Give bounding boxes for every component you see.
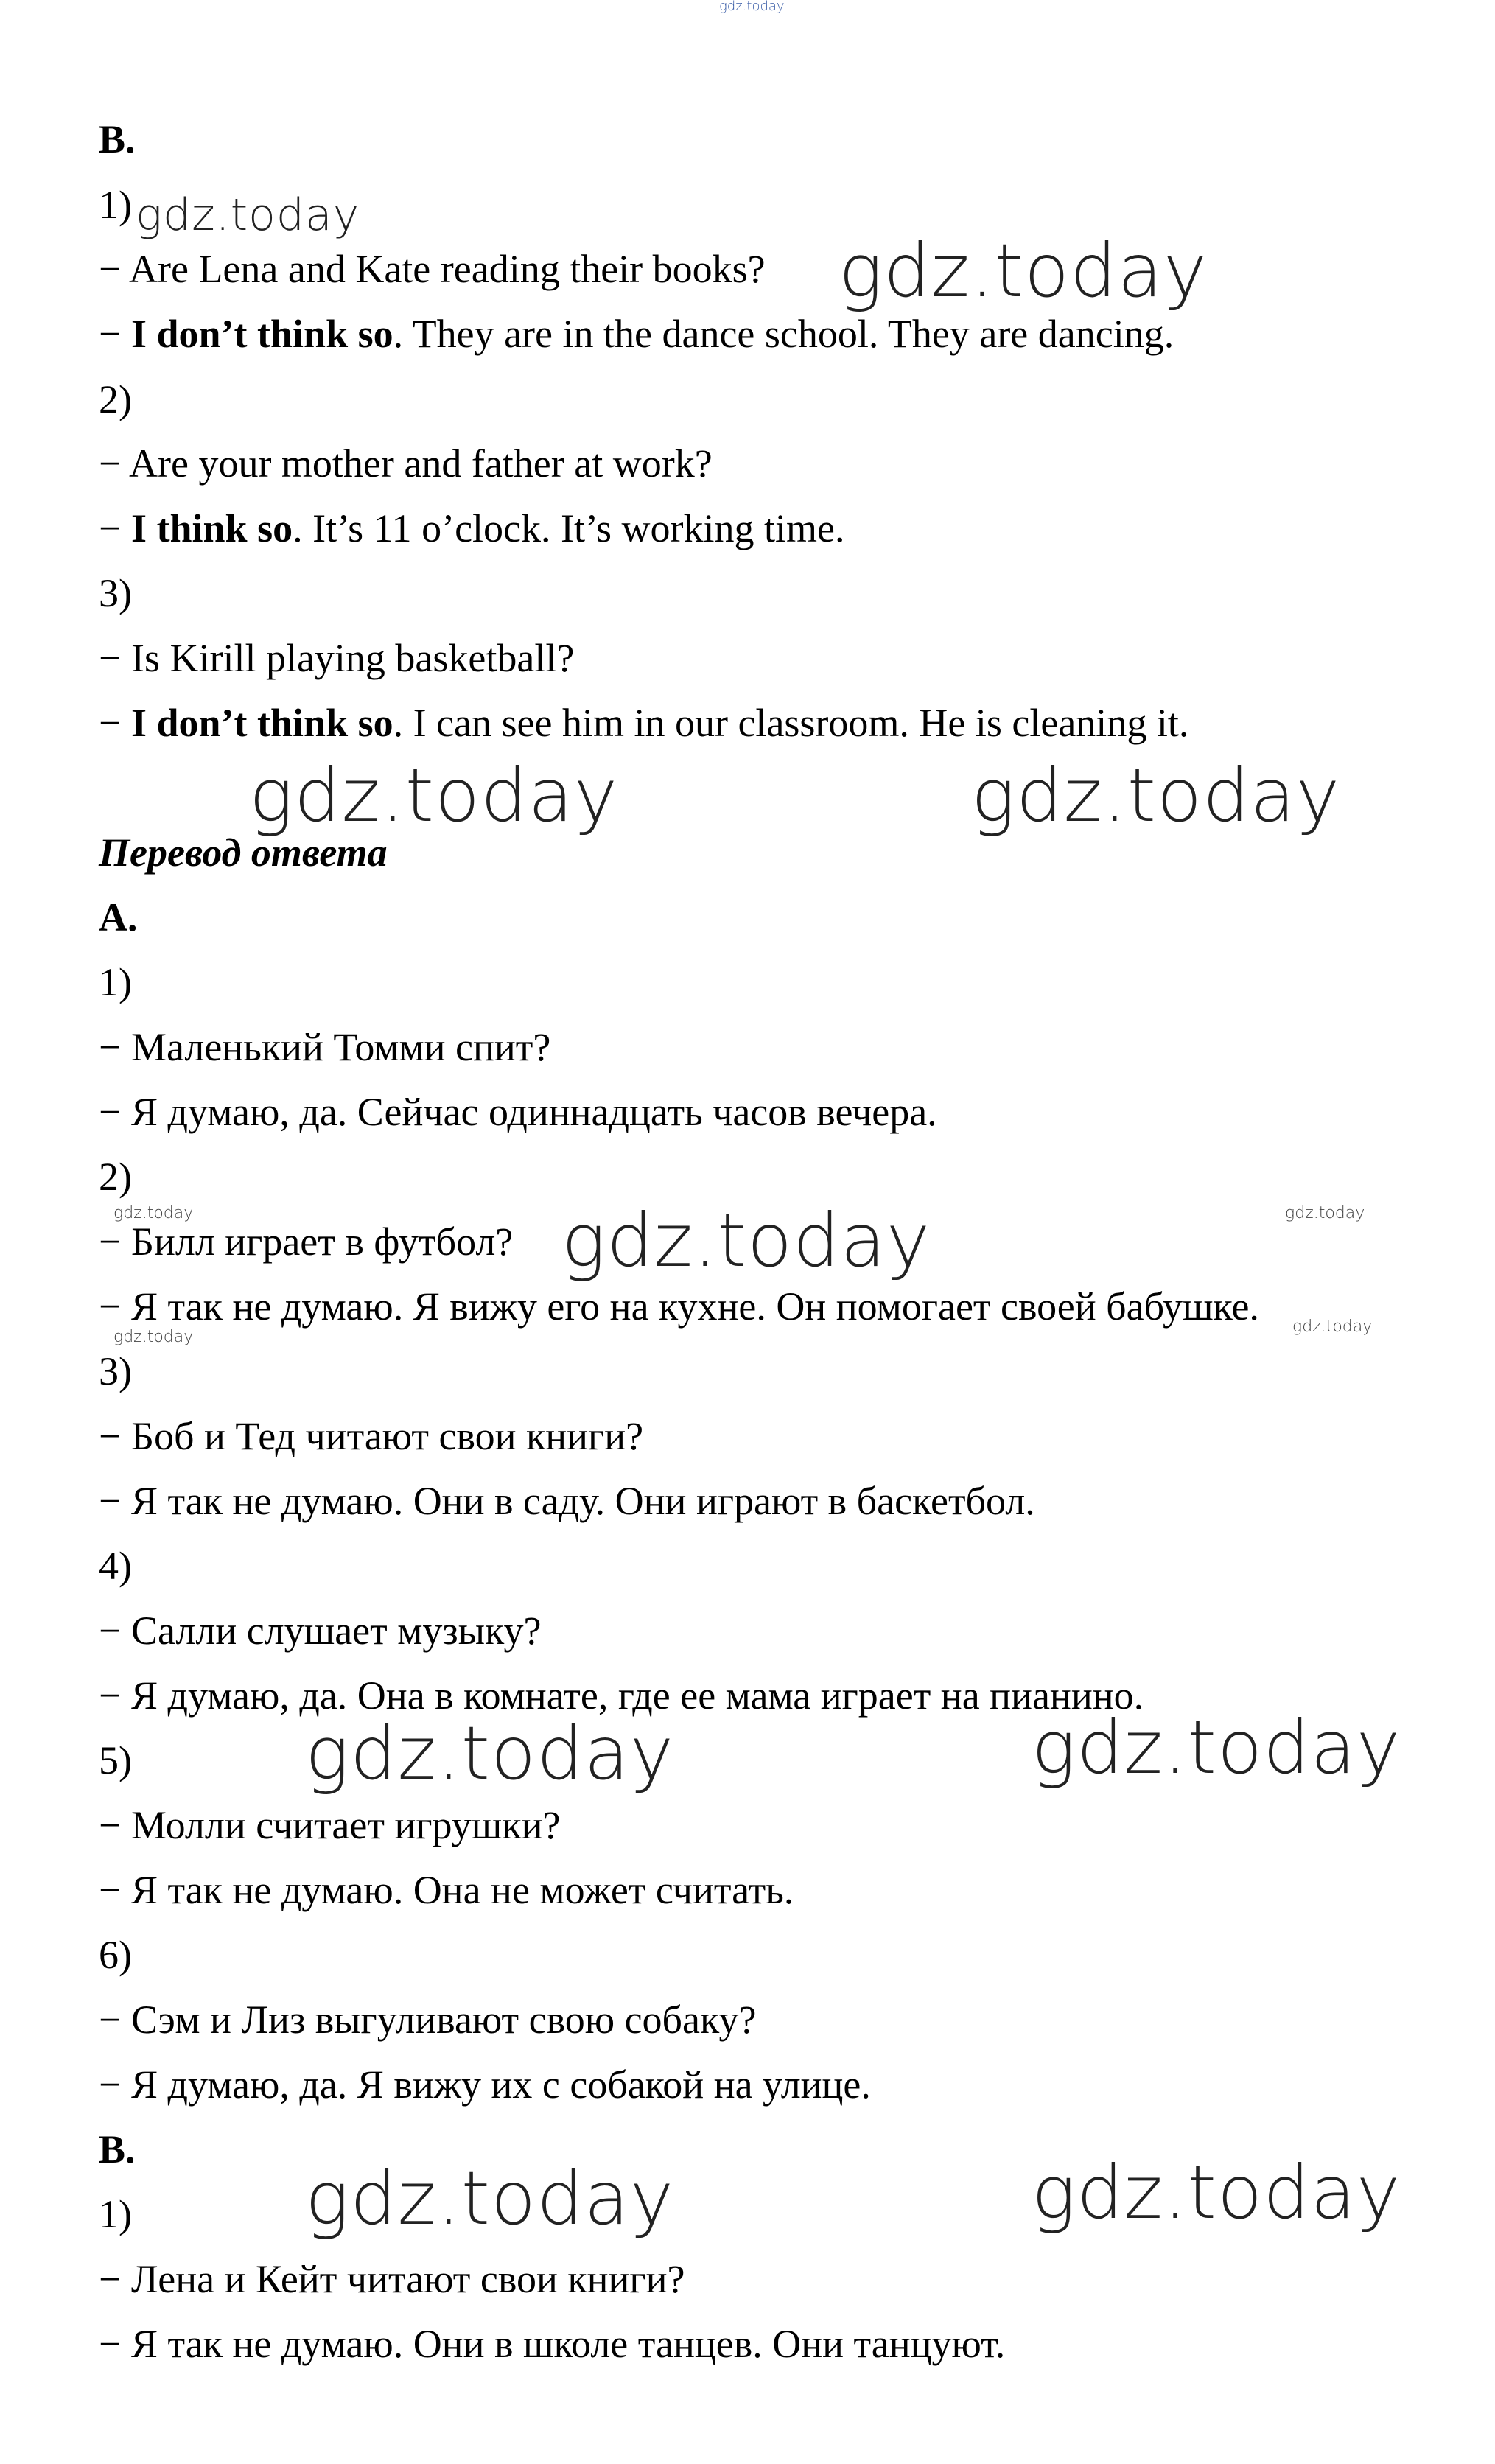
- item-number: 4): [99, 1544, 132, 1588]
- section-b-translation-heading: B.: [99, 2127, 136, 2171]
- dialogue-question: − Салли слушает музыку?: [99, 1609, 542, 1653]
- watermark: gdz.today: [249, 752, 619, 839]
- dialogue-answer: − Я думаю, да. Сейчас одиннадцать часов вечера.: [99, 1090, 937, 1134]
- dialogue-question: − Лена и Кейт читают свои книги?: [99, 2257, 685, 2301]
- watermark: gdz.today: [1292, 1317, 1373, 1336]
- dialogue-question: − Is Kirill playing basketball?: [99, 636, 575, 680]
- dialogue-answer: − Я так не думаю. Они в саду. Они играют в баскетбол.: [99, 1479, 1035, 1523]
- watermark: gdz.today: [305, 2155, 675, 2241]
- dialogue-answer: − Я так не думаю. Они в школе танцев. Они танцуют.: [99, 2322, 1006, 2366]
- dialogue-answer: − Я так не думаю. Она не может считать.: [99, 1868, 794, 1912]
- item-number: 3): [99, 571, 132, 615]
- watermark: gdz.today: [838, 228, 1208, 314]
- item-number: 1): [99, 960, 132, 1004]
- dialogue-question: − Are your mother and father at work?: [99, 441, 713, 486]
- item-number: 5): [99, 1738, 132, 1782]
- watermark: gdz.today: [1285, 1204, 1365, 1222]
- dialogue-question: − Молли считает игрушки?: [99, 1803, 561, 1847]
- item-number: 2): [99, 377, 132, 421]
- dialogue-answer: − Я думаю, да. Я вижу их с собакой на улице.: [99, 2062, 871, 2107]
- item-number: 3): [99, 1349, 132, 1393]
- item-number: 1): [99, 2192, 132, 2236]
- dialogue-answer: − I think so. It’s 11 o’clock. It’s working time.: [99, 506, 845, 550]
- item-number: 1): [99, 183, 132, 227]
- dialogue-answer: − I don’t think so. They are in the dance school. They are dancing.: [99, 312, 1174, 356]
- dialogue-question: − Маленький Томми спит?: [99, 1025, 551, 1069]
- watermark-top: gdz.today: [719, 0, 785, 14]
- section-a-heading: A.: [99, 895, 138, 939]
- dialogue-answer: − Я так не думаю. Я вижу его на кухне. Он помогает своей бабушке.: [99, 1284, 1259, 1329]
- watermark: gdz.today: [1032, 1704, 1401, 1791]
- translation-title: Перевод ответа: [99, 830, 388, 875]
- watermark: gdz.today: [971, 752, 1341, 839]
- dialogue-question: − Сэм и Лиз выгуливают свою собаку?: [99, 1998, 757, 2042]
- watermark: gdz.today: [1032, 2149, 1401, 2236]
- dialogue-question: − Билл играет в футбол?: [99, 1219, 514, 1264]
- dialogue-answer: − I don’t think so. I can see him in our classroom. He is cleaning it.: [99, 701, 1189, 745]
- dialogue-question: − Are Lena and Kate reading their books?: [99, 247, 766, 291]
- watermark: gdz.today: [136, 189, 360, 241]
- watermark: gdz.today: [113, 1204, 194, 1222]
- watermark: gdz.today: [561, 1197, 931, 1284]
- item-number: 2): [99, 1155, 132, 1199]
- watermark: gdz.today: [305, 1710, 675, 1796]
- dialogue-answer: − Я думаю, да. Она в комнате, где ее мама играет на пианино.: [99, 1673, 1144, 1718]
- dialogue-question: − Боб и Тед читают свои книги?: [99, 1414, 644, 1458]
- section-b-heading: B.: [99, 117, 136, 161]
- item-number: 6): [99, 1933, 132, 1977]
- watermark: gdz.today: [113, 1328, 194, 1346]
